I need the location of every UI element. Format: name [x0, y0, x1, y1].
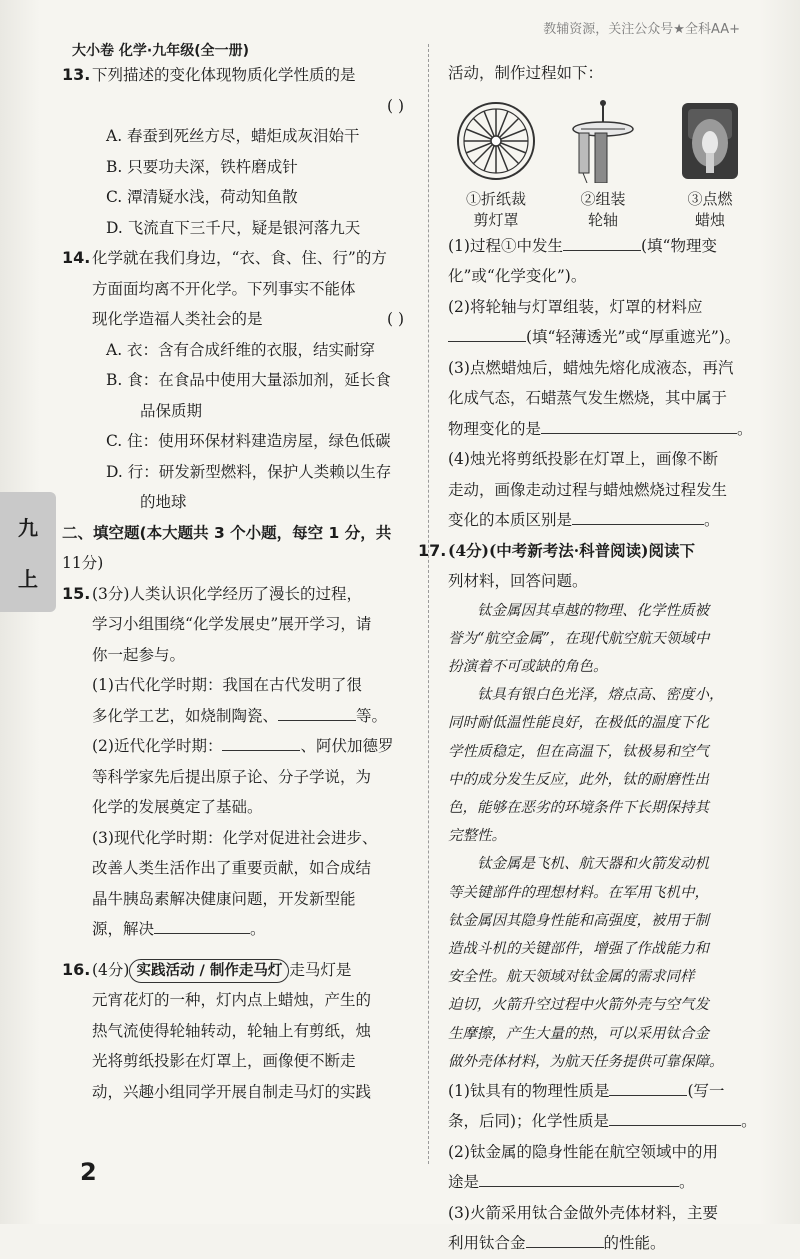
activity-tag: 实践活动 / 制作走马灯 — [129, 959, 289, 983]
option: D. 飞流直下三千尺，疑是银河落九天 — [106, 218, 361, 237]
question-stem: 方面面均离不开化学。下列事实不能体 — [92, 279, 356, 298]
question-stem: 现化学造福人类社会的是 — [92, 310, 263, 328]
option: A. 衣：含有合成纤维的衣服，结实耐穿 — [106, 340, 376, 359]
answer-paren: ( ) — [386, 310, 404, 328]
answer-blank[interactable] — [479, 1168, 679, 1187]
right-column — [418, 58, 774, 1259]
answer-blank[interactable] — [278, 702, 356, 721]
axle-icon — [561, 99, 645, 183]
answer-blank[interactable] — [609, 1077, 687, 1096]
answer-blank[interactable] — [572, 506, 704, 525]
side-tab-char: 上 — [18, 567, 38, 591]
side-tab — [0, 492, 56, 612]
question-stem: 下列描述的变化体现物质化学性质的是 — [92, 66, 356, 84]
answer-blank[interactable] — [541, 415, 737, 434]
reading-passage: 钛金属因其卓越的物理、化学性质被 誉为“航空金属”，在现代航空航天领域中 扮演着不可或缺的角色。 钛具有银白色光泽，熔点高、密度小， 同时耐低温性能良好，在极低的温度下化 学性质稳定，但在高温下，钛极易和空气 中的成分发生反应，此外，钛的耐磨性出 色，能够在恶劣的环境条件下长期保持其 完整性。 钛金属是飞机、航天器和火箭发动机 等关键部件的理想材料。在军用飞机中， 钛金属因其隐身性能和高强度，被用于制 造战斗机的关键部件，增强了作战能力和 安全性。航天领域对钛金属的需求同样 迫切，火箭升空过程中火箭外壳与空气发 生摩擦，产生大量的热，可以采用钛合金 做外壳体材料，为航天任务提供可靠保障。 — [448, 602, 724, 1070]
section-title: 二、填空题(本大题共 3 个小题，每空 1 分，共 11分) — [62, 523, 392, 572]
option: A. 春蚕到死丝方尽，蜡炬成灰泪始干 — [106, 127, 360, 145]
answer-blank[interactable] — [222, 732, 300, 751]
option: C. 住：使用环保材料建造房屋，绿色低碳 — [106, 432, 391, 450]
page-number: 2 — [80, 1158, 97, 1186]
question-16-cont: 活动，制作过程如下： — [448, 64, 604, 82]
option: B. 食：在食品中使用大量添加剂，延长食 — [106, 371, 391, 389]
question-16-parts: (1)过程①中发生 (填“物理变 化”或“化学变化”)。 (2)将轮轴与灯罩组装，灯罩的材料应 (填“轻薄透光”或“厚重遮光”)。 (3)点燃蜡烛后，蜡烛先熔化成液态，再汽 化成气态，石蜡蒸气发生燃烧，其中属于 物理变化的是 。 (4)烛光将剪纸投影在灯罩上，画像不断 走动，画像走动过程与蜡烛燃烧过程发生 变化的本质区别是 。 — [448, 231, 774, 536]
answer-blank[interactable] — [609, 1107, 741, 1126]
answer-paren: ( ) — [386, 96, 404, 115]
question-13: 13. 下列描述的变化体现物质化学性质的是 ( ) A. 春蚕到死丝方尽，蜡炬成灰泪始干 B. 只要功夫深，铁杵磨成针 C. 潭清疑水浅，荷动知鱼散 D. 飞流直下三千尺，疑是银河落九天 — [92, 60, 412, 243]
option-cont: 的地球 — [140, 493, 187, 511]
question-17: 17. (4分)(中考新考法·科普阅读)阅读下 列材料，回答问题。 钛金属因其卓越的物理、化学性质被 誉为“航空金属”，在现代航空航天领域中 扮演着不可或缺的角色。 钛具有银白色光泽，熔点高、密度小， 同时耐低温性能良好，在极低的温度下化 学性质稳定，但在高温下，钛极易和空气 中的成分发生反应，此外，钛的耐磨性出 色，能够在恶劣的环境条件下长期保持其 完整性。 钛金属是飞机、航天器和火箭发动机 等关键部件的理想材料。在军用飞机中， 钛金属因其隐身性能和高强度，被用于制 造战斗机的关键部件，增强了作战能力和 安全性。航天领域对钛金属的需求同样 迫切，火箭升空过程中火箭外壳与空气发 生摩擦，产生大量的热，可以采用钛合金 做外壳体材料，为航天任务提供可靠保障。 (1)钛具有的物理性质是 (写一 条，后同)；化学性质是 。 (2)钛金属的隐身性能在航空领域中的用 途是 。 (3)火箭采用钛合金做外壳体材料，主要 利用钛合金 的性能。 — [448, 536, 774, 1259]
option: D. 行：研发新型燃料，保护人类赖以生存 — [106, 462, 392, 481]
left-column — [62, 60, 412, 1107]
figure-step-2: ②组装 轮轴 — [555, 99, 651, 231]
figure-step-3: ③点燃 蜡烛 — [662, 99, 758, 231]
question-16: 16. (4分) 实践活动 / 制作走马灯 走马灯是 元宵花灯的一种，灯内点上蜡烛，产生的 热气流使得轮轴转动，轮轴上有剪纸，烛 光将剪纸投影在灯罩上，画像便不断走 动，兴趣小组同学开展自制走马灯的实践 — [62, 959, 372, 1101]
answer-blank[interactable] — [154, 915, 250, 934]
question-14: 14. 化学就在我们身边，“衣、食、住、行”的方 方面面均离不开化学。下列事实不能体 现化学造福人类社会的是 ( ) A. 衣：含有合成纤维的衣服，结实耐穿 B. 食：在食品中使用大量添加剂，延长食 品保质期 C. 住：使用环保材料建造房屋，绿色低碳 D. 行：研发新型燃料，保护人类赖以生存 的地球 — [92, 243, 412, 518]
answer-blank[interactable] — [526, 1229, 604, 1248]
question-stem: 化学就在我们身边，“衣、食、住、行”的方 — [92, 249, 387, 267]
figure-row — [448, 99, 758, 231]
answer-blank[interactable] — [563, 232, 641, 251]
option-cont: 品保质期 — [140, 401, 203, 420]
figure-step-1: ①折纸裁 剪灯罩 — [448, 99, 544, 231]
question-15: 15. (3分)人类认识化学经历了漫长的过程， 学习小组围绕“化学发展史”展开学习，请 你一起参与。 (1)古代化学时期：我国在古代发明了很 多化学工艺，如烧制陶瓷、 等。 (2)近代化学时期： 、阿伏加德罗 等科学家先后提出原子论、分子学说，为 化学的发展奠定了基础。 (3)现代化学时期：化学对促进社会进步、 改善人类生活作出了重要贡献，如合成结 晶牛胰岛素解决健康问题，开发新型能 源，解决 。 — [62, 583, 394, 938]
column-divider — [428, 44, 429, 1164]
side-tab-char: 九 — [18, 516, 38, 540]
answer-blank[interactable] — [448, 323, 526, 342]
page-header: 大小卷 化学·九年级(全一册) — [72, 43, 249, 59]
paper-wheel-icon — [454, 99, 538, 183]
option: B. 只要功夫深，铁杵磨成针 — [106, 157, 298, 176]
option: C. 潭清疑水浅，荷动知鱼散 — [106, 188, 298, 206]
watermark: 教辅资源，关注公众号★全科AA+ — [543, 22, 740, 37]
candle-lantern-icon — [668, 99, 752, 183]
